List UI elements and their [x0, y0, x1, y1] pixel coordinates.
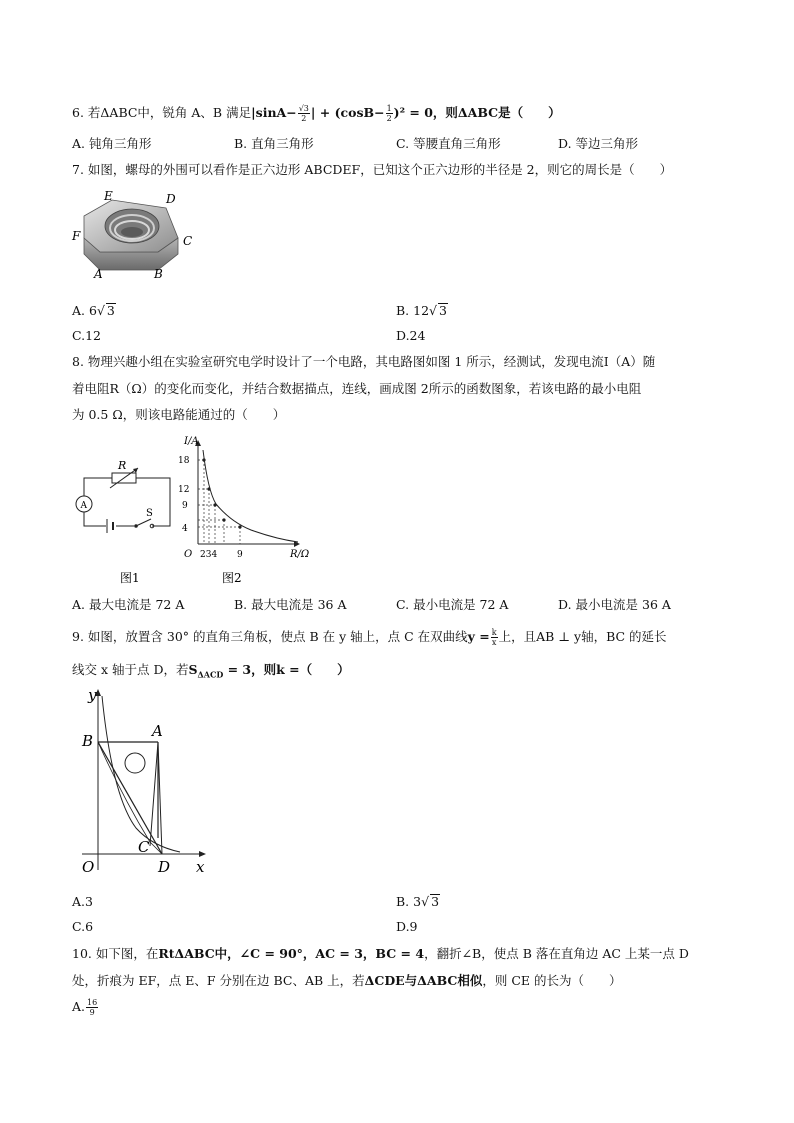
q8-stem-line3: 为 0.5 Ω，则该电路能通过的（ ） — [72, 407, 286, 422]
label-x: x — [196, 858, 205, 876]
sqrt-icon: √ — [96, 303, 105, 318]
nut-thread-3 — [121, 227, 143, 237]
q7-option-b[interactable] — [396, 302, 448, 320]
q6-stem — [72, 104, 561, 123]
q10-stem2-tail: ，则 CE 的长为（ ） — [482, 973, 622, 988]
q10-stem-math: RtΔABC中，∠C = 90°，AC = 3，BC = 4 — [158, 946, 425, 961]
q9-option-b-text: B. 3 — [396, 894, 422, 909]
i-axis-label: I/A — [184, 436, 199, 447]
q6-option-d[interactable]: D. 等边三角形 — [558, 136, 639, 151]
fig1-caption: 图1 — [120, 571, 140, 585]
q7-option-c[interactable]: C.12 — [72, 328, 101, 343]
sqrt-icon: √ — [429, 303, 438, 318]
q9-hyperbola-frac — [491, 628, 498, 647]
q7-option-a-text: A. 6 — [72, 303, 97, 318]
q9-stem2-text: 线交 x 轴于点 D，若 — [72, 662, 189, 677]
q6-option-a[interactable]: A. 钝角三角形 — [72, 136, 152, 151]
q6-frac1-den: 2 — [301, 114, 307, 123]
tick-4: 4 — [182, 524, 188, 534]
q10-frac-den: 9 — [89, 1008, 95, 1017]
q6-mid-expr: | + (cosB− — [310, 105, 385, 120]
q9-option-b[interactable] — [396, 893, 440, 911]
q9-hyperbola-y: y = — [467, 629, 490, 644]
guide-lines — [198, 460, 240, 544]
q8-option-a[interactable]: A. 最大电流是 72 A — [72, 597, 185, 612]
q10-frac-num: 16 — [87, 998, 98, 1007]
nut-label-a: A — [94, 267, 103, 281]
q10-option-a[interactable] — [72, 998, 99, 1017]
q9-option-a[interactable]: A.3 — [72, 894, 93, 909]
q9-stem2-tail: = 3，则k =（ ） — [223, 662, 350, 677]
label-d: D — [158, 858, 171, 876]
circuit-label-s: S — [146, 508, 153, 519]
segment-ac — [150, 742, 158, 846]
q9-stem-line1 — [72, 628, 667, 647]
q10-option-a-frac — [86, 998, 98, 1017]
label-b: B — [82, 732, 94, 750]
q9-stem-line2 — [72, 661, 350, 684]
q6-frac1 — [298, 104, 310, 123]
q9-frac-den: x — [491, 638, 497, 647]
circuit-label-a: A — [80, 501, 87, 511]
q7-option-a-radicand: 3 — [106, 303, 115, 318]
origin-label: O — [184, 549, 193, 560]
q6-tail-expr: )² = 0，则ΔABC是（ ） — [393, 105, 561, 120]
tick-234: 234 — [200, 550, 218, 560]
q9-option-b-radicand: 3 — [431, 894, 440, 909]
q6-frac2-den: 2 — [386, 114, 392, 123]
q9-frac-num: k — [491, 628, 497, 637]
sqrt-icon: √ — [421, 894, 430, 909]
q8-option-d[interactable]: D. 最小电流是 36 A — [558, 597, 671, 612]
q10-stem2-math: ΔCDE与ΔABC相似 — [364, 973, 483, 988]
q10-option-a-text: A. — [72, 999, 86, 1014]
q6-frac2 — [386, 104, 393, 123]
label-y: y — [88, 686, 97, 704]
nut-label-e: E — [104, 189, 113, 203]
tick-9: 9 — [182, 501, 188, 511]
inverse-curve — [203, 450, 298, 542]
q9-option-d[interactable]: D.9 — [396, 919, 418, 934]
current-resistance-graph — [176, 436, 326, 588]
q6-option-b[interactable]: B. 直角三角形 — [234, 136, 314, 151]
nut-label-b: B — [154, 267, 163, 281]
q9-area-symbol: S — [188, 662, 198, 677]
q9-area-sub: ΔACD — [197, 669, 224, 680]
triangle-hyperboloid-figure — [72, 686, 222, 882]
circuit-diagram — [72, 458, 182, 588]
tick-18: 18 — [178, 456, 190, 466]
triangle-board-hole — [125, 753, 145, 773]
nut-label-c: C — [183, 234, 193, 248]
nut-label-d: D — [166, 192, 176, 206]
q7-option-d[interactable]: D.24 — [396, 328, 426, 343]
q10-stem-text: 10. 如下图，在 — [72, 946, 159, 961]
q10-stem-line2 — [72, 972, 621, 990]
q6-stem-text: 6. 若ΔABC中，锐角 A、B 满足 — [72, 105, 252, 120]
segment-ad — [158, 742, 162, 854]
q6-abs-expr: |sinA− — [251, 105, 297, 120]
circuit-label-r: R — [118, 459, 127, 472]
fig2-caption: 图2 — [222, 571, 242, 585]
tick-12: 12 — [178, 485, 190, 495]
q7-option-a[interactable] — [72, 302, 116, 320]
q9-stem-text-b: 上，且AB ⊥ y轴，BC 的延长 — [498, 629, 667, 644]
q7-option-b-radicand: 3 — [439, 303, 447, 318]
q9-option-c[interactable]: C.6 — [72, 919, 94, 934]
q10-stem-line1 — [72, 945, 689, 963]
r-axis-label: R/Ω — [290, 549, 310, 560]
hyperbola-curve — [102, 696, 180, 852]
label-o: O — [82, 858, 95, 876]
q8-stem-line2: 着电阻R（Ω）的变化而变化，并结合数据描点，连线，画成图 2所示的函数图象，若该电路的最小电阻 — [72, 381, 642, 396]
label-a: A — [152, 722, 163, 740]
nut-label-f: F — [72, 229, 81, 243]
q9-stem-text: 9. 如图，放置含 30° 的直角三角板，使点 B 在 y 轴上，点 C 在双曲线 — [72, 629, 468, 644]
q6-option-c[interactable]: C. 等腰直角三角形 — [396, 136, 501, 151]
label-c: C — [138, 838, 150, 856]
q8-option-b[interactable]: B. 最大电流是 36 A — [234, 597, 347, 612]
q8-option-c[interactable]: C. 最小电流是 72 A — [396, 597, 509, 612]
q10-stem-text-b: ，翻折∠B，使点 B 落在直角边 AC 上某一点 D — [424, 946, 689, 961]
q6-frac1-num: √3 — [298, 104, 309, 113]
q6-frac2-num: 1 — [386, 104, 392, 113]
q10-stem2-text: 处，折痕为 EF，点 E、F 分别在边 BC、AB 上，若 — [72, 973, 365, 988]
circuit-wire — [84, 478, 170, 526]
tick-9-r: 9 — [237, 550, 243, 560]
x-axis-arrow-icon — [199, 851, 206, 857]
data-points — [202, 458, 241, 528]
q8-stem-line1: 8. 物理兴趣小组在实验室研究电学时设计了一个电路，其电路图如图 1 所示，经测试，发现电流I（A）随 — [72, 354, 656, 369]
q7-stem: 7. 如图，螺母的外围可以看作是正六边形 ABCDEF，已知这个正六边形的半径是 2，则它的周长是（ ） — [72, 162, 673, 177]
q7-option-b-text: B. 12 — [396, 303, 430, 318]
hex-nut-figure — [70, 188, 200, 288]
